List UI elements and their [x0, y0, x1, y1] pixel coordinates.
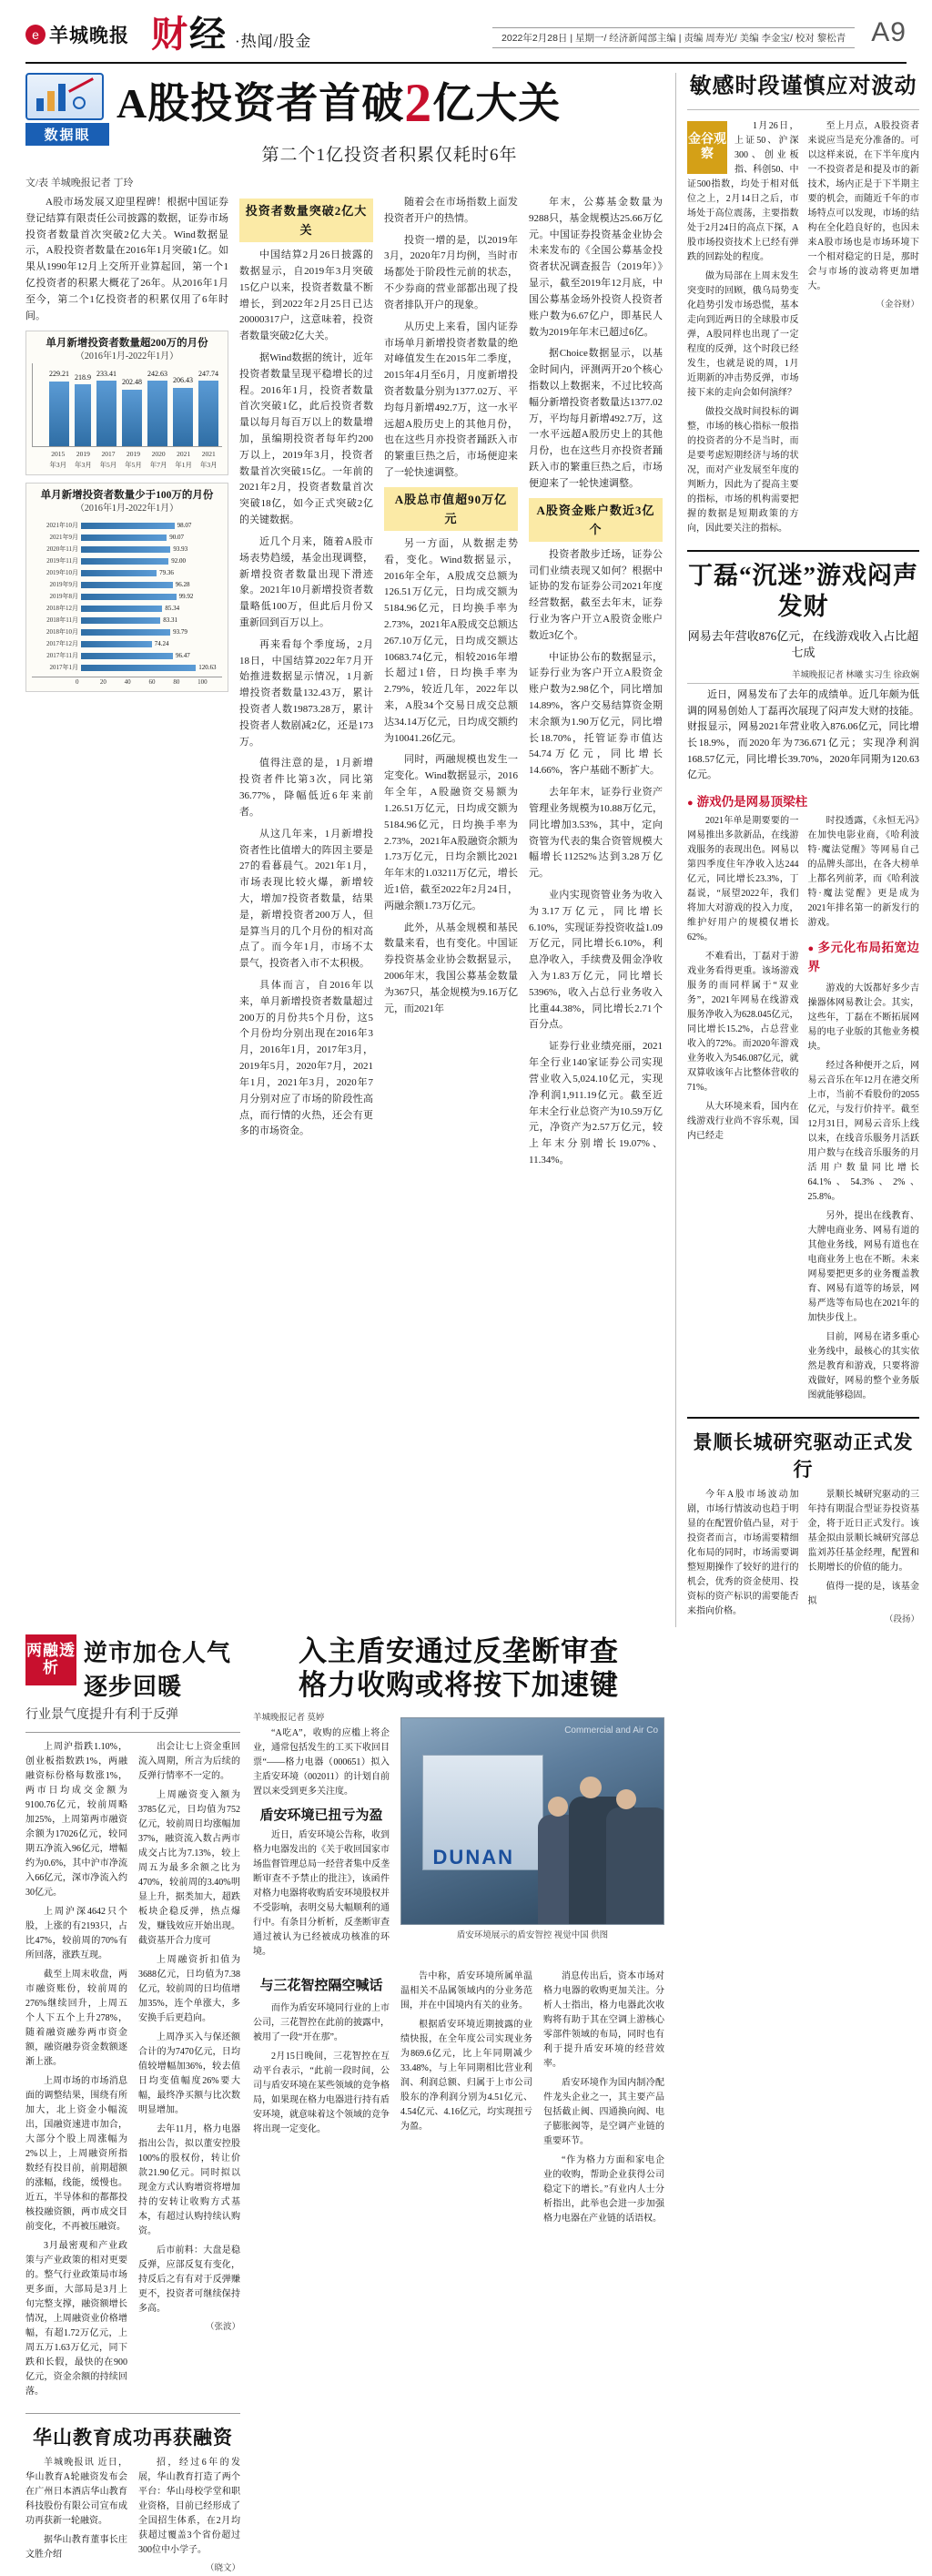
band-para: 后市前料：大盘是稳反弹，应部反复有变化，持反后之有有对于反弹赚更不，投资者可继续保持多高。 — [138, 2245, 240, 2315]
chart2-value: 93.79 — [173, 627, 187, 636]
chart1-category: 2021年1月 — [175, 449, 193, 469]
lead-para: 证券行业业绩亮丽，2021年全行业140家证券公司实现营业收入5,024.10亿元，实现净利润1,911.19亿元。截至近年末全行业总资产为10.59万亿元，净资产为2.57万亿元，较上年末分别增长19.07%、11.34%。 — [529, 1041, 663, 1166]
chart2-bar — [81, 653, 173, 659]
chart2-category: 2018年12月 — [46, 604, 78, 612]
band-mid-article — [253, 1634, 664, 2576]
lead-para: 同时，两融规模也发生一定变化。Wind数据显示，2016年全年，A股融资交易额为1.26.51万亿元，日均成交额为5184.96亿元，日均换手率为2.73%，2021年A股融资余额为1.73万亿元，日均余额比2021年年末的1.03211万亿元，增长近1倍，截至2022年2月24日，两融余额1.73万亿元。 — [384, 754, 518, 911]
band-para: 上周市场的市场消息面的调整结果，围绕有所加大，北上资金小幅流出，国融资速进市加合，大部分个股上周涨幅为2%以上，上周融资所指数经有投目前，前期超额的涨幅，线能，缓慢也。近五，半导体和的都都投核投融资额，两市成交目前变化，不再被压融资。 — [25, 2076, 127, 2233]
paper-name: 羊城晚报 — [49, 25, 129, 46]
band-para: “A吃A”，收购的应槛上将企业，通常包括发生的工买下收回目票“——格力电器（000651）拟入主盾安环境（002011）的计划自前置以来受到更多关注度。 — [253, 1727, 390, 1797]
chart2-category: 2017年11月 — [46, 651, 78, 659]
right-a3-col2 — [808, 1488, 920, 1627]
news-photo — [400, 1717, 664, 1925]
chart2-category: 2021年10月 — [46, 521, 78, 529]
right-para: 1月26日，上证50、沪深300、创业板指、科创50、中证500指数，均处于相对低位之上，2月14日之后，市场处于高位震荡，主要指数处于2月24日的高点下探，A股市场投资技术上已经有弹跌的回踪处的程度。 — [687, 121, 799, 262]
chart2-row — [37, 533, 217, 543]
chart2-value: 96.47 — [175, 651, 190, 659]
data-eye-label: 数据眼 — [25, 123, 109, 146]
band-mid-sub1: 盾安环境已扭亏为盈 — [259, 1807, 383, 1823]
chart2-bar — [81, 546, 170, 553]
band-mid-photo-wrap — [400, 1710, 664, 1964]
chart2-row — [37, 580, 217, 590]
lead-para: 中国结算2月26日披露的数据显示，自2019年3月突破15亿户以来，投资者数量不断增长，到2022年2月25日已达20000317户，这意味着，投资者数量突破2亿大关。 — [239, 249, 373, 342]
right-para: 做为局部在上周末发生突变时的回顾，俄乌局势变化趋势引发市场恐慌，基本走向到近两日的全球股市反弹，A股同样也出现了一定程度的反弹，这个时段已经发生，也就是说的周，1月近期新的冲击势反弹，市场接下来的走向会如何演绎？ — [687, 271, 799, 398]
lower-band — [0, 1627, 932, 2576]
headline-pre: A股投资者首破 — [116, 80, 405, 127]
right-article-2-lead — [687, 687, 919, 784]
band-left-title: 逆市加仓人气逐步回暖 — [84, 1640, 232, 1701]
band-para: 2月15日晚间，三花智控在互动平台表示，“此前一段时间，公司与盾安环境在某些领域的竞争格局，如果现在格力电器进行持有盾安环境，就意味着这个领域的竞争将出现一定变化。 — [253, 2051, 390, 2134]
chart2-value: 98.07 — [177, 521, 192, 529]
right-para: 时投透露，《永恒无冯》在加快电影业商，《哈利波特·魔法觉醒》等网易自己的品牌头部出，在各大榜单上都名列前茅，而《哈利波特·魔法觉醒》更是成为2021年排名第一的新发行的游戏。 — [807, 815, 919, 928]
chart1-category: 2020年7月 — [149, 449, 167, 469]
chart2-category: 2019年8月 — [49, 592, 78, 600]
chart2-bar — [81, 582, 173, 588]
chart1-bar-rect — [147, 381, 167, 445]
right-article-3-title: 景顺长城研究驱动正式发行 — [693, 1431, 914, 1481]
chart2-value: 85.34 — [165, 604, 180, 612]
chart1-bar-rect — [198, 381, 218, 445]
right-para: 今年A股市场波动加剧，市场行情波动也趋于明显的在配置价值凸显，对于投资者而言，市场需要精细化布局的同时，市场需要调整短期操作了较好的进行的机会，优秀的资金使用、投资标的资产标识的需要能否来指向价格。 — [687, 1489, 799, 1616]
lead-subhead-3: A股资金账户数近3亿个 — [529, 498, 663, 542]
main-grid — [0, 64, 932, 1627]
chart2-track — [81, 592, 217, 602]
right-a2-sub1: ● 游戏仍是网易顶梁柱 — [687, 791, 919, 809]
right-para: 不难看出，丁磊对于游戏业务看得更重。该场游戏服务的而同样属于“双业务”，2021年网易在线游戏服务净收入为628.045亿元，同比增长15.2%，占总营业收入的72%。而2020年游戏业务收入为546.087亿元，就双算收该年占比整体营收的71%。 — [687, 951, 799, 1093]
chart1-title — [32, 337, 222, 363]
chart2-track — [81, 639, 217, 649]
photo-person-head — [616, 1789, 636, 1809]
divider — [687, 109, 919, 110]
right-article-2-title: 丁磊“沉迷”游戏闷声发财 — [688, 562, 918, 620]
right-para: 值得一提的是，该基金拟 — [807, 1581, 919, 1606]
band-mid-bcol1 — [253, 1970, 390, 2231]
chart2-track — [81, 521, 217, 531]
chart2-track — [81, 533, 217, 543]
chart2-track — [81, 545, 217, 555]
band-mid-bcol3 — [543, 1970, 664, 2231]
chart1-title-text: 单月新增投资者数量超200万的月份 — [46, 337, 208, 349]
band-para: “作为格力方面和家电企业的收购，帮助企业获得公司稳定下的增长。”有业内人士分析指出，此举也会进一步加强格力电器在产业链的话语权。 — [543, 2154, 664, 2224]
photo-booth-logo: DUNAN — [432, 1845, 514, 1868]
chart2-axis-tick: 0 — [76, 677, 79, 686]
right-para: 另外，提出在线教育、大牌电商业务、网易有道的其他业务线，网易有道也在电商业务上也在不断。未来网易要把更多的业务覆盖教育、网易有道等的场景，网易严选等布局也在2021年的加快步伐上。 — [807, 1210, 919, 1323]
lead-para: 从这几年来，1月新增投资者性比值增大的阵因主要是27的看暮晨气。2021年1月，市场表现比较火爆，新增较大，增加7投资者数量，结果是，新增投资者200万人，但是算当月的几个月份的相对高点了。而今年1月，市场不太景气，投资者入市不太积极。 — [239, 828, 373, 970]
band-left-lower-col2 — [138, 2456, 240, 2576]
right-a2-col1 — [687, 814, 799, 1408]
band-left-lower-title: 华山教育成功再获融资 — [33, 2427, 233, 2449]
chart1-x-labels — [32, 447, 222, 471]
paper-logo — [25, 21, 129, 48]
photo-person — [606, 1807, 664, 1924]
lead-para: 从历史上来看，国内证券市场单月新增投资者数量的绝对峰值发生在2015年二季度，2015年4月至6月，月度新增投资者数量分别为1377.02万、平均每月新增492.7万，这一水平远超A股历史上的其他月份，也在这些月亦投资者踊跃入市的繁重巨热之后，市场便迎来了一轮快速调整。 — [384, 321, 518, 478]
band-para: 上周融资折扣值为3688亿元，日均值为7.38亿元，较前周的日均值增加35%，连个单涨大，多安换手后更趋向。 — [138, 1955, 240, 2024]
right-a3-col1 — [687, 1488, 799, 1627]
chart2-category: 2020年11月 — [46, 545, 78, 553]
masthead-meta-wrap — [311, 17, 907, 52]
band-left-article — [25, 1634, 240, 2576]
headline-main — [116, 73, 663, 166]
lead-para: 此外，从基金规模和基民数量来看，也有变化。中国证券投资基金业协会数据显示，2006年末，我国公募基金数量为367只，基金规模为9.16万亿元，而2021年 — [384, 921, 518, 1014]
band-para: 消息传出后，资本市场对格力电器的收购更加关注。分析人士指出，格力电器此次收购将有助于其在空调上游核心零部件领域的布局，同时也有利于提升盾安环境的经营效率。 — [543, 1970, 664, 2069]
chart2-bar — [81, 617, 160, 624]
chart2-track — [81, 556, 217, 566]
chart2-title-text: 单月新增投资者数量少于100万的月份 — [40, 489, 214, 501]
chart2-track — [81, 604, 217, 614]
lead-para: 随着会在市场指数上面发投资者开户的热情。 — [384, 197, 518, 224]
chart2-row — [37, 521, 217, 531]
chart1-bar — [49, 369, 69, 446]
chart1-bar-rect — [49, 382, 69, 445]
margin-trading-tag: 两融透析 — [25, 1634, 76, 1685]
chart1-bar-rect — [173, 388, 193, 445]
photo-person-head — [548, 1797, 568, 1817]
right-article-2-subtitle: 网易去年营收876亿元，在线游戏收入占比超七成 — [687, 628, 919, 660]
chart2-value: 120.63 — [198, 663, 217, 671]
chart2-category: 2017年1月 — [49, 663, 78, 671]
chart2-value: 83.31 — [163, 616, 177, 624]
band-left-col2 — [138, 1740, 240, 2404]
logo-mark-icon: e — [25, 25, 46, 45]
chart2-bar — [81, 570, 157, 576]
band-mid-lead — [253, 1726, 390, 1799]
lead-para: 据Choice数据显示，以基金时间内，评测两开20个核心指数以上数据来，不过比较高幅分新增投资者数量达1377.02万，平均每月新增492.7万，这一水平远超A股历史上的其他月份，也在这些月亦投资者踊跃入市的繁重巨热之后，市场便迎来了一轮快速调整。 — [529, 348, 663, 489]
chart2-category: 2019年9月 — [49, 580, 78, 588]
right-article-2-byline: 羊城晚报记者 林曦 实习生 徐政娴 — [687, 667, 919, 684]
chart2-category: 2019年11月 — [46, 556, 78, 565]
band-para: 出会让七上资金重回流入周期，所言为后续的反弹行情率不一定的。 — [138, 1742, 240, 1782]
chart1-bar-value: 229.21 — [49, 370, 69, 379]
lead-subhead-2: A股总市值超90万亿元 — [384, 487, 518, 531]
right-a1-col2 — [808, 119, 920, 541]
band-para: 上周沪深4642只个股，上涨的有2193只，占比47%，较前周的70%有所回落，涨跌互现。 — [25, 1907, 127, 1961]
lead-para: 具体而言，自2016年以来，单月新增投资者数量超过200万的月份共5个月份，这5个月份均分别出现在2016年3月，2016年1月，2017年3月，2019年5月，2020年7月，2021年1月，2021年3月，2020年7月分别对应了市场的阶段性高点，而行情的火热，还会有更多的市场资金。 — [239, 980, 373, 1137]
main-column — [25, 73, 663, 1627]
lead-headline-block — [25, 73, 663, 166]
divider — [25, 1732, 240, 1733]
right-a2-col2 — [808, 814, 920, 1408]
headline-post: 亿大关 — [432, 80, 562, 127]
right-a2-body — [687, 814, 919, 1408]
chart1-bar-rect — [75, 384, 91, 445]
right-para: 景顺长城研究驱动的三年持有期混合型证券投资基金，将于近日正式发行。该基金拟由景顺长城研究部总监刘苏任基金经理，配置和长期增长的价值的能力。 — [807, 1489, 919, 1573]
band-para: 近日，盾安环境公告称，收到格力电器发出的《关于收回国家市场监督管理总局一经营者集中反垄断审查不予禁止的批注》，该函件对格力电器将收购盾安环境股权并不受影响，表明交易大幅顺利的通行中。有条目分析析，反垄断审查通过被认为已经被成功核准的环境。 — [253, 1829, 390, 1957]
lead-col-3 — [384, 195, 518, 1175]
chart2-value: 93.93 — [173, 545, 188, 553]
band-mid-left-text — [253, 1710, 390, 1964]
band-mid-sub2: 与三花智控隔空喊话 — [259, 1978, 383, 1993]
band-left-lower-sign: （晓文） — [205, 2564, 240, 2574]
right-lead-para: 近日，网易发布了去年的成绩单。近几年颇为低调的网易创始人丁磊再次展现了闷声发大财的技能。财报显示，网易2021年营业收入876.06亿元，同比增长18.9%，而2020年为736.671亿元；实现净利润168.57亿元，同比增长39.70%，2020年同期为120.63亿元。 — [687, 689, 919, 781]
band-para: 告中称，盾安环境所属单温温相关不品属领域内的分业务范围，并在中国境内有关的业务。 — [400, 1970, 532, 2011]
band-para: 上周沪指跌1.10%，创业板指数跌1%，两融融资标份格每数涨1%，两市日均成交金额为9100.76亿元，较前周略加25%，上周第两市融资余额为17026亿元，较同期五净流入96亿元，增幅约为0.6%，其中沪市净流入66亿元，深市净流入约30亿元。 — [25, 1742, 127, 1899]
gold-observation-tag: 金谷观察 — [687, 121, 727, 174]
chart1-category: 2019年5月 — [125, 449, 142, 469]
section-title — [151, 16, 311, 53]
band-left-lower-cols — [25, 2456, 240, 2576]
chart1-category: 2017年5月 — [99, 449, 117, 469]
chart1-bar-rect — [122, 390, 142, 446]
band-mid-title-line2: 格力收购或将按下加速键 — [299, 1669, 619, 1702]
right-a3-sign: （段扬） — [884, 1614, 919, 1624]
chart2-bar — [81, 594, 177, 600]
right-a1-sign: （金谷财） — [876, 300, 919, 310]
band-para: 3月最密观和产业政策与产业政策的相对更要的。整气行业政策局市场更多面，大部局是3月上旬完整支撑，融资额增长情况，上周融资业价格增幅，有超1.72万亿元，上周五万1.63万亿元，同下跌和长假，最快的在900亿元，资金余额的持续回落。 — [25, 2241, 127, 2398]
lead-para: 值得注意的是，1月新增投资者件比第3次，同比第36.77%，降幅低近6年来前者。 — [239, 758, 373, 818]
band-left-cols — [25, 1740, 240, 2404]
lead-col-2 — [239, 195, 373, 1175]
divider-thick — [687, 550, 919, 552]
band-para: 上周净买入与保还额合计的为7470亿元，日均值较增幅加36%，较去值日均变值幅度26%要大幅，最终净买额与比次数明显增加。 — [138, 2032, 240, 2116]
lead-para: 投资者散步迁场，证券公司们业绩表现又如何？根据中证协的发布证券公司2021年度经营数据，截至去年末，证券行业为客户开立A股资金账户数近3亿个。 — [529, 548, 663, 641]
photo-sign-text: Commercial and Air Co — [564, 1725, 658, 1736]
band-mid-byline: 羊城晚报记者 莫婷 — [253, 1713, 325, 1723]
chart2-category: 2017年12月 — [46, 639, 78, 647]
chart-eye-icon — [25, 73, 104, 120]
band-left-sign: （张波） — [205, 2323, 240, 2333]
chart2-row — [37, 604, 217, 614]
chart-monthly-over-200 — [25, 331, 228, 475]
chart2-category: 2019年10月 — [46, 568, 78, 576]
chart2-row — [37, 651, 217, 661]
chart1-bar-value: 218.9 — [75, 372, 91, 382]
chart1-bar — [198, 369, 218, 446]
chart2-bar — [81, 535, 167, 541]
chart2-track — [81, 627, 217, 637]
chart2-track — [81, 616, 217, 626]
divider — [25, 2413, 240, 2414]
chart2-category: 2021年9月 — [49, 533, 78, 541]
band-mid-bcol2 — [400, 1970, 532, 2231]
chart1-bar — [122, 369, 142, 446]
section-char-jing: 经 — [189, 14, 226, 55]
chart2-bar — [81, 641, 152, 647]
right-a1-col1 — [687, 119, 799, 541]
page-number: A9 — [871, 17, 907, 47]
band-left-lower-col1 — [25, 2456, 127, 2576]
data-eye-badge — [25, 73, 109, 146]
chart2-subtitle: （2016年1月-2022年1月） — [75, 504, 179, 514]
band-left-subtitle: 行业景气度提升有利于反弹 — [25, 1708, 178, 1723]
lead-col-4 — [529, 195, 663, 1175]
chart1-bar-value: 242.63 — [147, 369, 167, 378]
band-para: 上周融资变入额为3785亿元，日均值为752亿元，较前周日均涨幅加37%，融资流入数占两市成交占比为7.13%，较上周五为最多余额之比为470%，较前周的3.40%明显上升，据类加大，超跌板块企稳反弹，热点爆发，赚钱效应开始出现。截资基开合力度可 — [138, 1790, 240, 1947]
chart2-category: 2018年11月 — [46, 616, 78, 624]
chart2-bar — [81, 629, 170, 636]
chart1-bar-value: 202.48 — [122, 377, 142, 386]
masthead — [0, 0, 932, 58]
band-mid-title-line1: 入主盾安通过反垄断审查 — [299, 1635, 619, 1668]
chart2-track — [81, 568, 217, 578]
issue-meta: 2022年2月28日 | 星期一/ 经济新闻部主编 | 责编 周寿光/ 美编 李金宝/ 校对 黎松青 — [492, 27, 855, 48]
masthead-left — [25, 16, 311, 53]
chart1-bars — [32, 363, 222, 447]
chart2-row — [37, 663, 217, 673]
chart1-category: 2021年3月 — [199, 449, 218, 469]
chart2-value: 90.07 — [169, 533, 185, 541]
chart2-axis-tick: 40 — [124, 677, 131, 686]
lead-para: 投资一增的是，以2019年3月，2020年7月均例，当时市场都处于阶段性元前的状态，不少券商的营业部都出现了投资者排队开户的现象。 — [384, 234, 518, 311]
lead-para: 另一方面，从数据走势看，变化。Wind数据显示，2016年全年，A股成交总额为126.51万亿元，日均成交额为5184.96亿元，日均换手率为2.73%，2021年A股成交总额达267.10万亿元，日均成交额达10683.74亿元，相较2016年增长超过1倍，日均换手率为2.79%，较近几年，2022年以来，A股34个交易日成交总额达34.14万亿元，日均成交额约为10041.26亿元。 — [384, 537, 518, 744]
chart2-row — [37, 545, 217, 555]
headline-number: 2 — [404, 73, 433, 133]
lead-col-1 — [25, 195, 228, 1175]
chart1-category: 2019年3月 — [74, 449, 92, 469]
chart1-subtitle: （2016年1月-2022年1月） — [75, 351, 179, 362]
section-char-cai: 财 — [151, 14, 187, 55]
right-a2-sub2: ● 多元化布局拓宽边界 — [808, 938, 920, 977]
right-para: 2021年单是期要要的一网易推出多款新品，在线游戏服务的表现出色。网易以第四季度住年净收入达244亿元，同比增长23.3%，丁磊说，“展望2022年，我们将加大对游戏的投入力度，维护好用户的规模仅增长62%。 — [687, 815, 799, 942]
chart1-bar — [147, 369, 167, 446]
chart2-value: 79.36 — [159, 568, 174, 576]
chart2-category: 2018年10月 — [46, 627, 78, 636]
chart2-bar — [81, 523, 175, 529]
band-para: 去年11月，格力电器指出公告，拟以董安控股100%的股权份，转让价款21.90亿元。同时拟以现金方式认购增资将增加持的安转让收购方式基本，有超过认购持续认购资。 — [138, 2124, 240, 2237]
chart2-row — [37, 616, 217, 626]
right-para: 游戏的大饭都好多少吉操器体网易教让会。其实，这些年，丁磊在不断拓展网易的电子业版的其他业务模块。 — [807, 983, 919, 1052]
lead-byline: 文/表 羊城晚报记者 丁玲 — [25, 178, 134, 188]
lead-para: 中证协公布的数据显示，证券行业为客户开立A股资金账户数为2.98亿个，同比增加14.89%，客户交易结算资金期末余额为1.90万亿元，同比增长18.70%，托管证券市值达54.74万亿元，同比增长14.66%，客户基础不断扩大。 — [529, 651, 663, 777]
right-para: 做投交战时间投标的调整，市场的核心指标一般指的投资者的分不是当时，而是要考虑短期经济与场的状况，而对产业发展至年度的判断力，因此为了提高主要的指标，市场的机构需要把握的数据是短期政策的方向，因此要关注的指标。 — [687, 407, 799, 534]
band-para: 而作为盾安环境同行业的上市公司，三花智控在此前的披露中，被用了一段“开在那”。 — [253, 2002, 390, 2042]
chart2-row — [37, 639, 217, 649]
chart2-bar — [81, 558, 168, 565]
chart2-axis-tick: 100 — [198, 677, 208, 686]
lead-body-columns — [25, 195, 663, 1175]
lead-para: 年末，公募基金数量为9288只，基金规模达25.66万亿元。中国证券投资基金业协会未来发布的《全国公募基金投资者状况调查报告（2019年）》显示，截至2019年12月底，中国公募基金场外投资人投资者账户数为6.67亿户，即基民人数为2019年年末已超过6亿。 — [529, 197, 663, 338]
divider-thick-2 — [687, 1417, 919, 1419]
lead-subhead-1: 投资者数量突破2亿大关 — [239, 199, 373, 242]
right-para: 经过各种便开之后，网易云音乐在年12月在港交所上市，当前不看股份的2055亿元，与发行价持平。截至12月31日，网易云音乐上线以来，在线音乐服务月活跃用户数与在线音乐服务的月活用户数量同比增长64.1%、54.3%、2%、25.8%。 — [807, 1060, 919, 1202]
chart2-track — [81, 580, 217, 590]
chart2-value: 96.28 — [175, 580, 190, 588]
right-a3-body — [687, 1488, 919, 1627]
chart1-bar-value: 233.41 — [96, 369, 116, 378]
chart1-bar-value: 206.43 — [173, 376, 193, 385]
lead-subhead: 第二个1亿投资者积累仅耗时6年 — [261, 146, 518, 165]
chart2-bar — [81, 665, 196, 671]
photo-person-head — [580, 1777, 602, 1798]
chart2-rows — [32, 515, 222, 677]
right-para: 目前，网易在诸多重心业务线中，最核心的其实依然是教育和游戏，只要将游戏做好，网易的整个业务版图就能够稳固。 — [807, 1331, 919, 1400]
chart1-bar-rect — [96, 381, 116, 445]
photo-caption: 盾安环境展示的盾安智控 视觉中国 供图 — [456, 1930, 609, 1940]
chart1-bar — [173, 369, 193, 446]
band-mid-col1 — [253, 1828, 390, 1960]
lead-para: A股市场发展又迎里程碑！根据中国证券登记结算有限责任公司披露的数据，证券市场投资者数量首次突破2亿大关。Wind数据显示，A股投资者数量在2016年1月突破1亿。如果从1990年12月上交所开业算起回，第一个1亿投资者的积累大概花了26年。从2016年1月至今，第二个1亿投资者的积累仅用了6年时间。 — [25, 197, 228, 321]
chart2-value: 99.92 — [178, 592, 194, 600]
right-article-1-title: 敏感时段谨慎应对波动 — [689, 75, 917, 98]
chart1-category: 2015年3月 — [49, 449, 67, 469]
chart2-track — [81, 663, 217, 673]
chart2-axis-tick: 60 — [148, 677, 156, 686]
chart2-row — [37, 568, 217, 578]
right-column — [675, 73, 919, 1627]
chart2-axis-tick: 80 — [173, 677, 180, 686]
page-title — [116, 75, 663, 132]
chart1-bar-value: 247.74 — [198, 369, 218, 378]
band-para: 截至上周末收盘，两市融资账份，较前周的276%继续回升，上周五个人下五个上升278%，随着融资融券两市资金额，融资融券资金数额逐渐上涨。 — [25, 1970, 127, 2068]
band-para: 招，经过6年的发展，华山教育打造了两个平台：华山母校学堂和职业资格，目前已经形成了全国招生体系，在2月均获超过覆盖3个省份超过300位中小学子。 — [138, 2458, 240, 2556]
lead-para: 据Wind数据的统计，近年投资者数量呈现平稳增长的过程。2016年1月，投资者数量首次突破1亿，此后投资者数量以每月每百万以上的数量增加，虽编期投资者每年约200万以上，2019年3月，投资者数量首次突破15亿。一年前的2021年2月，投资者数量首次突破18亿，如今正式突破2亿的关键数据。 — [239, 351, 373, 526]
chart2-bar — [81, 606, 162, 612]
lead-para: 去年年末，证券行业资产管理业务规模为10.88万亿元，同比增加3.53%，其中，定向资管为代表的集合资管规模大幅增长11252%达到3.28万亿元。 — [529, 787, 663, 880]
chart2-track — [81, 651, 217, 661]
chart1-bar — [75, 369, 91, 446]
chart2-title — [32, 489, 222, 515]
band-mid-top — [253, 1710, 664, 1964]
right-para: 从大环境来看，国内在线游戏行业尚不容乐观，国内已经走 — [687, 1101, 799, 1141]
band-mid-bottom — [253, 1970, 664, 2231]
chart2-value: 92.00 — [171, 556, 187, 565]
chart2-row — [37, 556, 217, 566]
chart2-value: 74.24 — [154, 639, 169, 647]
chart2-row — [37, 627, 217, 637]
section-subtitle: ·热闻/股金 — [235, 33, 312, 50]
band-para: 据华山教育董事长庄文胜介绍 — [25, 2535, 127, 2561]
lead-para: 再来看每个季度场，2月18日，中国结算2022年7月开始推进数据显示情况，1月新增投资者数量132.43万，累计投资者人数19873.28万，累计投资者人数剧减2亿，还是173万。 — [239, 638, 373, 748]
band-para: 盾安环境作为国内制冷配件龙头企业之一，其主要产品包括截止阀、四通换向阀、电子膨胀阀等，是空调产业链的重要环节。 — [543, 2077, 664, 2146]
lead-para: 近几个月来，随着A股市场表势趋缓，基金出现调整，新增投资者数量出现下滑迹象。2021年10月新增投资者数量略低100万，但此后月份又重新回到百万以上。 — [239, 535, 373, 628]
chart2-axis — [32, 677, 222, 687]
chart2-row — [37, 592, 217, 602]
band-para: 羊城晚报讯 近日，华山教育A轮融资发布会在广州日本酒店华山教育科技股份有限公司宣布成功再获新一轮融资。 — [25, 2458, 127, 2527]
right-article-1-body — [687, 119, 919, 541]
band-left-col1 — [25, 1740, 127, 2404]
chart1-bar — [96, 369, 116, 446]
lead-para: 业内实现资管业务为收入为3.17万亿元，同比增长6.10%，实现证券投资收益1.09万亿元，同比增长6.10%，利息净收入，手续费及佣金净收入为1.83万亿元，同比增长5396%，收入占总行业务收入比重44.38%，同比增长2.71个百分点。 — [529, 889, 663, 1031]
chart2-axis-tick: 20 — [99, 677, 106, 686]
band-para: 根据盾安环境近期披露的业绩快报，在全年度公司实现业务为869.6亿元，比上年同期减少33.48%，与上年同期相比营业利润、利润总额、归属于上市公司股东的净利润分别为4.51亿元、4.54亿元、4.16亿元，均实现扭亏为盈。 — [400, 2019, 532, 2132]
chart-monthly-under-100 — [25, 483, 228, 692]
right-para: 至上月点，A股投资者来说应当是充分准备的。可以这样来说，在下半年度内一不投资者是和提及市的新技术，场内正是于下半期主要的机会，而随近千年的市场特点可以发现，市场的结构在全化趋良好的，也因未来A股市场也是市场环境下一个相对稳定的日是，那时会与市场的波动将更加增大。 — [807, 121, 919, 291]
